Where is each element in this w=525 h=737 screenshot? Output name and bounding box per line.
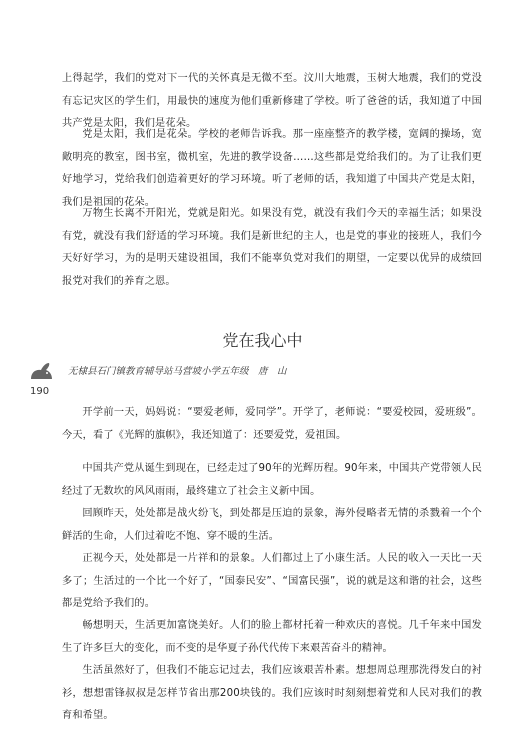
- rabbit-silhouette-icon: [28, 360, 54, 382]
- article-byline: 无棣县石门镇教育辅导站马营坡小学五年级 唐 山: [68, 366, 287, 377]
- body-paragraph: 中国共产党从诞生到现在，已经走过了90年的光辉历程。90年来，中国共产党带领人民经过了无数坎的风风雨雨，最终建立了社会主义新中国。: [62, 463, 482, 497]
- body-paragraph: 党是太阳，我们是花朵。学校的老师告诉我。那一座座整齐的教学楼，宽阔的操场，宽敞明亮的教室，图书室，微机室，先进的教学设备……这些都是党给我们的。为了让我们更好地学习，党给我们创造着更好的学习环境。听了老师的话，我知道了中国共产党是太阳，我们是祖国的花朵。: [62, 129, 482, 208]
- body-paragraph: 正视今天，处处都是一片祥和的景象。人们都过上了小康生活。人民的收入一天比一天多了；生活过的一个比一个好了，“国泰民安”、“国富民强”，说的就是这和谐的社会，这些都是党给予我们的。: [62, 553, 482, 609]
- body-paragraph: 开学前一天，妈妈说：“要爱老师，爱同学”。开学了，老师说：“要爱校园，爱班级”。今天，看了《光辉的旗帜》，我还知道了：还要爱党，爱祖国。: [62, 407, 482, 441]
- body-paragraph: 万物生长离不开阳光，党就是阳光。如果没有党，就没有我们今天的幸福生活；如果没有党，就没有我们舒适的学习环境。我们是新世纪的主人，也是党的事业的接班人，我们今天好好学习，为的是明天建设祖国，我们不能辜负党对我们的期望，一定要以优异的成绩回报党对我们的养育之恩。: [62, 208, 482, 287]
- body-paragraph: 回顾昨天，处处都是战火纷飞，到处都是压迫的景象，海外侵略者无情的杀戮着一个个鲜活的生命，人们过着吃不饱、穿不暖的生活。: [62, 508, 482, 542]
- page-number: 190: [30, 386, 50, 397]
- article-title: 党在我心中: [222, 331, 303, 350]
- body-paragraph: 生活虽然好了，但我们不能忘记过去，我们应该艰苦朴素。想想周总理那洗得发白的衬衫，想想雷锋叔叔是怎样节省出那200块钱的。我们应该时时刻刻想着党和人民对我们的教育和希望。: [62, 665, 482, 721]
- body-paragraph: 上得起学，我们的党对下一代的关怀真是无微不至。汶川大地震，玉树大地震，我们的党没有忘记灾区的学生们，用最快的速度为他们重新修建了学校。听了爸爸的话，我知道了中国共产党是太阳，我们是花朵。: [62, 73, 482, 129]
- body-paragraph: 畅想明天，生活更加富饶美好。人们的脸上都材托着一种欢庆的喜悦。几千年来中国发生了许多巨大的变化，而不变的是华夏子孙代代传下来艰苦奋斗的精神。: [62, 620, 482, 654]
